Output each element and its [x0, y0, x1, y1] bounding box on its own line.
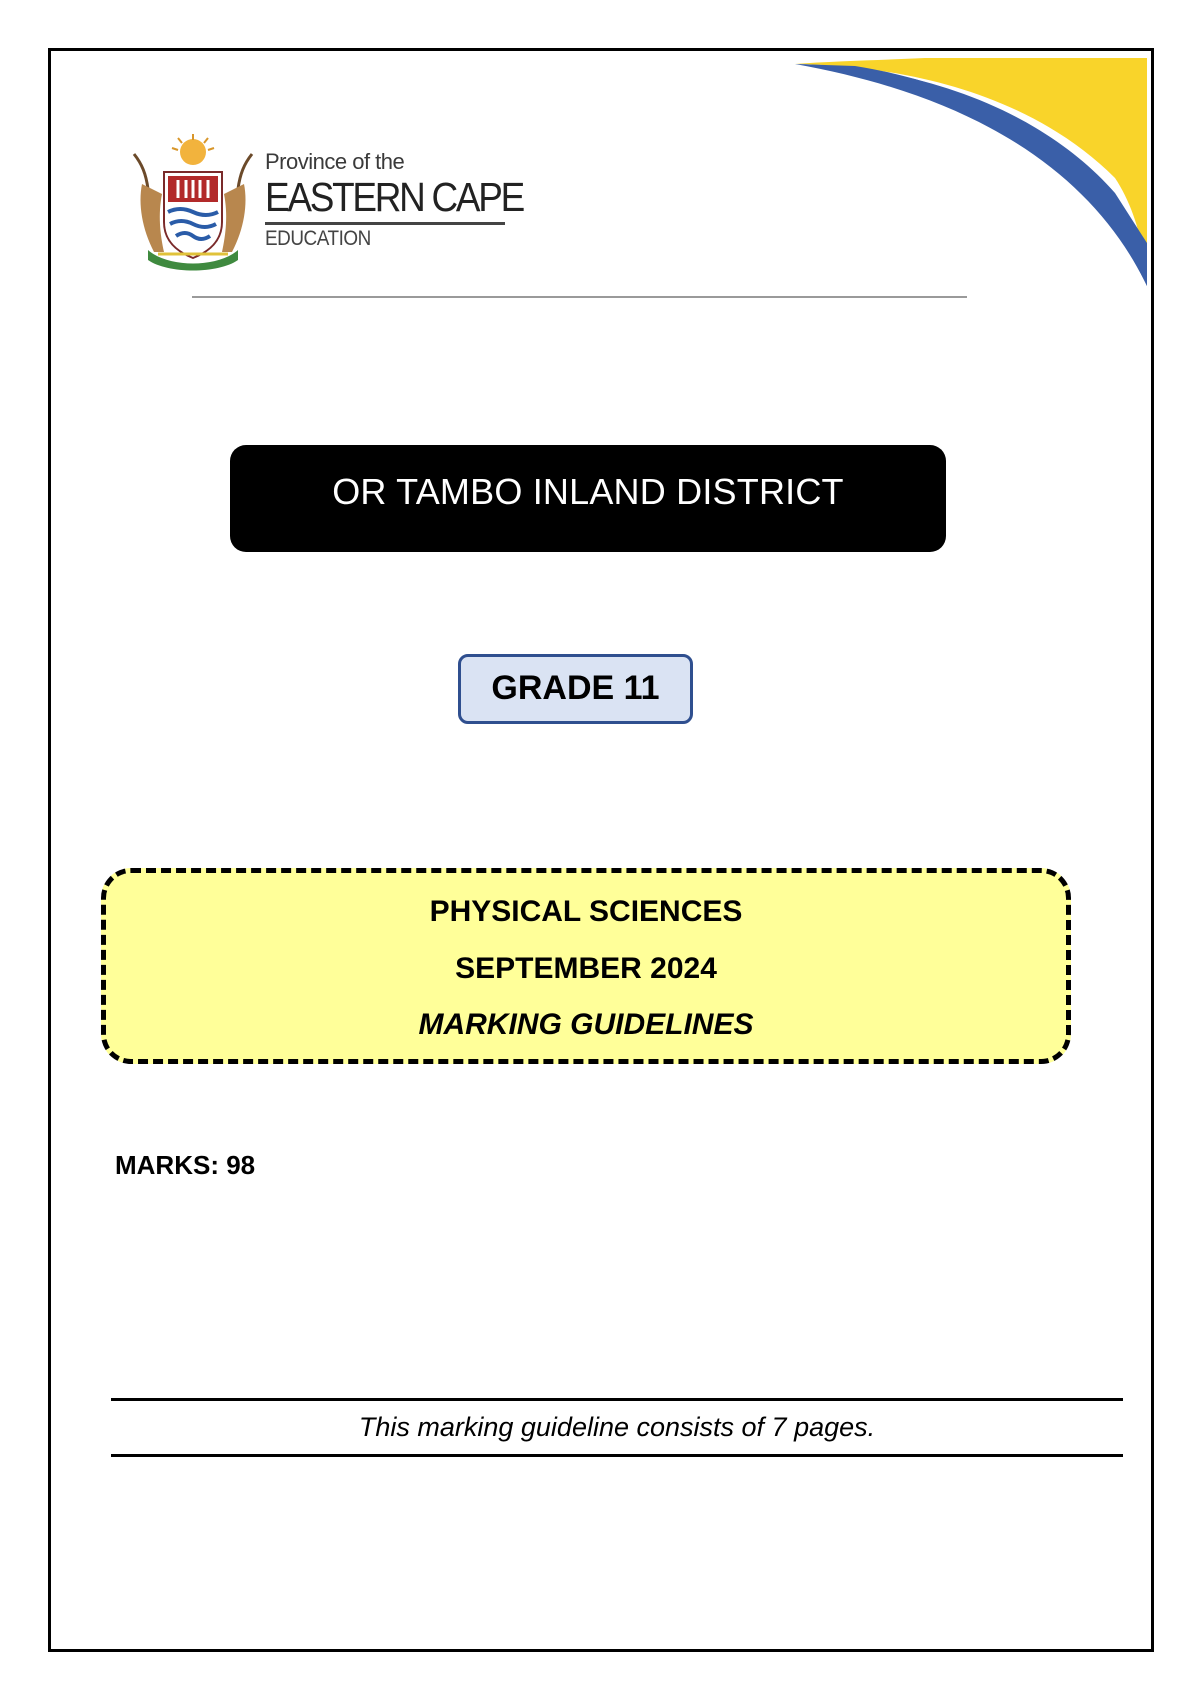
brand-province-label: Province of the [265, 149, 405, 174]
page-count-note: This marking guideline consists of 7 pages. [358, 1412, 876, 1442]
exam-session: SEPTEMBER 2024 [455, 952, 717, 985]
district-name: OR TAMBO INLAND DISTRICT [332, 471, 844, 512]
brand-wordmark [265, 150, 525, 253]
grade-badge [458, 654, 693, 724]
eastern-cape-coat-of-arms-icon [128, 134, 258, 274]
corner-swoosh-graphic [795, 58, 1147, 286]
document-type: MARKING GUIDELINES [418, 1008, 754, 1041]
footer-rule-top [111, 1398, 1123, 1401]
brand-department: EDUCATION [265, 227, 371, 250]
header-divider [192, 296, 967, 298]
subject-name: PHYSICAL SCIENCES [429, 895, 743, 928]
grade-label: GRADE 11 [491, 669, 660, 707]
footer-rule-bottom [111, 1454, 1123, 1457]
brand-province-name: EASTERN CAPE [265, 174, 524, 220]
total-marks: MARKS: 98 [115, 1150, 256, 1180]
subject-box [101, 868, 1071, 1064]
district-banner [230, 445, 946, 552]
